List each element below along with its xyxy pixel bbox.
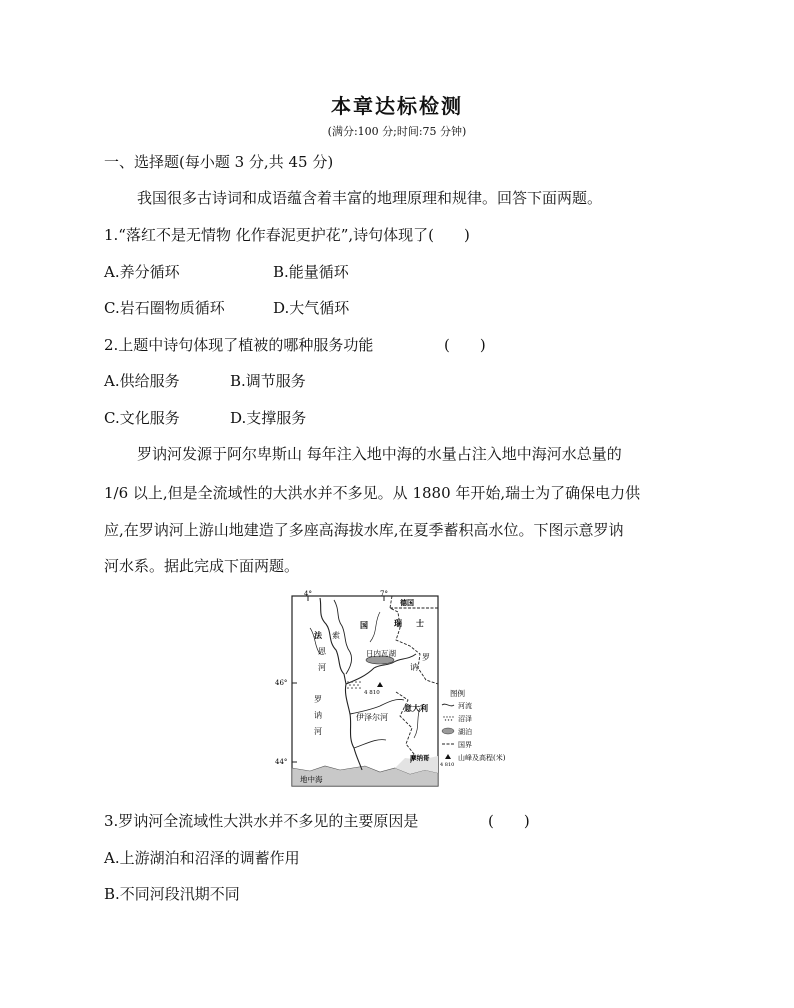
lon-label-7: 7°	[380, 590, 388, 598]
label-peak-height: 4 810	[364, 690, 380, 696]
label-fa: 法	[314, 630, 322, 640]
label-luo-1: 罗	[314, 695, 322, 704]
section-heading: 一、选择题(每小题 3 分,共 45 分)	[104, 153, 334, 171]
passage-line-1: 罗讷河发源于阿尔卑斯山 每年注入地中海的水量占注入地中海河水总量的	[137, 445, 622, 463]
legend-river-icon	[442, 704, 454, 706]
lat-label-44: 44°	[275, 758, 288, 766]
label-rui: 瑞	[394, 618, 402, 628]
label-italy: 意大利	[404, 703, 428, 713]
question-3-answer-paren: ( )	[488, 812, 530, 830]
legend-marsh-icon	[443, 716, 453, 720]
legend-peak: 山峰及高程(米)	[458, 754, 506, 762]
label-suo: 索	[332, 631, 340, 640]
question-3-stem: 3.罗讷河全流域性大洪水并不多见的主要原因是	[104, 812, 419, 830]
question-1-option-a: A.养分循环	[104, 263, 180, 281]
legend-lake-icon	[442, 728, 454, 734]
label-isere: 伊泽尔河	[356, 713, 388, 722]
label-germany: 德国	[400, 598, 414, 607]
page-title: 本章达标检测	[331, 94, 463, 118]
legend-lake: 湖泊	[458, 728, 472, 736]
question-3-option-b: B.不同河段汛期不同	[104, 885, 240, 903]
legend-peak-icon	[445, 754, 451, 759]
label-monaco: 摩纳哥	[410, 754, 430, 762]
passage-line-2: 1/6 以上,但是全流域性的大洪水并不多见。从 1880 年开始,瑞士为了确保电力供	[104, 484, 641, 502]
question-2-option-c: C.文化服务	[104, 409, 180, 427]
map-legend	[440, 688, 506, 768]
legend-marsh: 沼泽	[458, 715, 472, 723]
question-2-stem: 2.上题中诗句体现了植被的哪种服务功能	[104, 336, 374, 354]
passage-line-3: 应,在罗讷河上游山地建造了多座高海拔水库,在夏季蓄积高水位。下图示意罗讷	[104, 521, 624, 539]
lon-label-4: 4°	[304, 590, 312, 598]
label-shi: 士	[416, 618, 424, 628]
lat-label-46: 46°	[275, 679, 288, 687]
question-3-option-a: A.上游湖泊和沼泽的调蓄作用	[104, 849, 300, 867]
question-1-option-b: B.能量循环	[273, 263, 349, 281]
label-ne-1: 讷	[314, 711, 322, 720]
label-mediterranean: 地中海	[300, 775, 323, 784]
legend-river: 河流	[458, 702, 472, 710]
label-he-2: 河	[314, 727, 322, 736]
question-2-answer-paren: ( )	[444, 336, 486, 354]
label-en: 恩	[318, 647, 326, 656]
legend-peak-sample: 4 810	[440, 762, 455, 768]
exam-info: (满分:100 分;时间:75 分钟)	[327, 125, 467, 138]
legend-title: 图例	[450, 689, 465, 698]
map-svg	[270, 588, 540, 793]
question-1-option-d: D.大气循环	[273, 299, 350, 317]
question-2-option-b: B.调节服务	[230, 372, 306, 390]
question-1-option-c: C.岩石圈物质循环	[104, 299, 225, 317]
passage-line-4: 河水系。据此完成下面两题。	[104, 557, 300, 575]
section-intro: 我国很多古诗词和成语蕴含着丰富的地理原理和规律。回答下面两题。	[137, 189, 603, 207]
label-luo-2: 罗	[422, 653, 430, 662]
label-he-1: 河	[318, 663, 326, 672]
rhone-river-map	[270, 588, 540, 793]
label-lake-geneva: 日内瓦湖	[366, 649, 396, 658]
question-1-stem: 1.“落红不是无情物 化作春泥更护花”,诗句体现了( )	[104, 226, 470, 244]
label-guo: 国	[360, 620, 368, 630]
label-ne-2: 讷	[410, 663, 418, 672]
legend-border: 国界	[458, 741, 472, 749]
question-2-option-d: D.支撑服务	[230, 409, 307, 427]
question-2-option-a: A.供给服务	[104, 372, 180, 390]
